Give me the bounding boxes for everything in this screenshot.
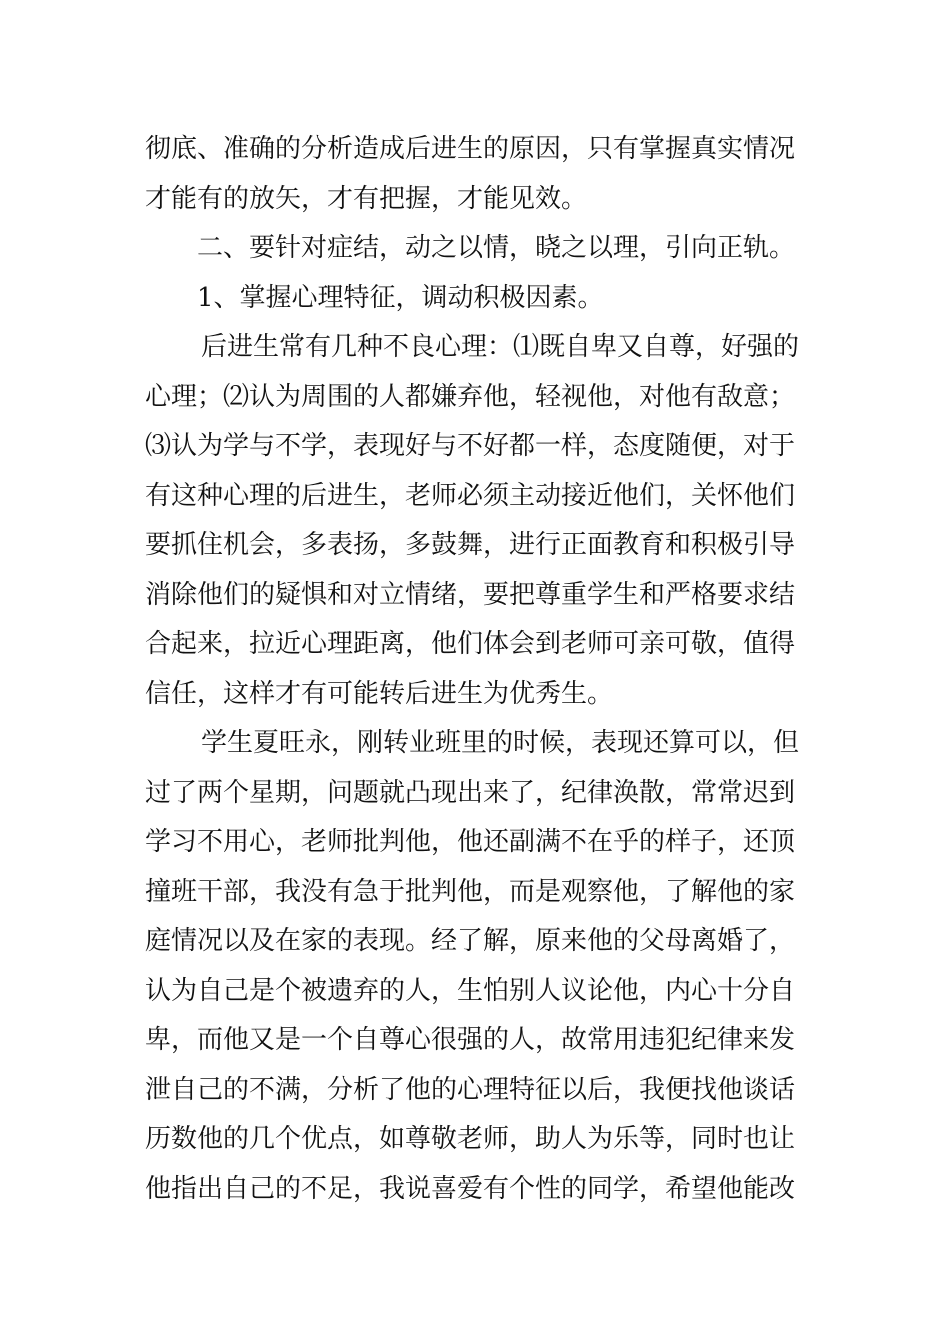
- text-line: 卑，而他又是一个自尊心很强的人，故常用违犯纪律来发: [145, 1025, 796, 1055]
- text-line: ⑶认为学与不学，表现好与不好都一样，态度随便，对于: [145, 431, 796, 461]
- text-line: 撞班干部，我没有急于批判他，而是观察他，了解他的家: [145, 876, 796, 907]
- text-line: 学习不用心，老师批判他，他还副满不在乎的样子，还顶: [145, 827, 796, 857]
- text-line: 有这种心理的后进生，老师必须主动接近他们，关怀他们: [145, 480, 796, 511]
- text-line: 彻底、准确的分析造成后进生的原因，只有掌握真实情况: [145, 134, 796, 164]
- paragraph-first-line: 后进生常有几种不良心理：⑴既自卑又自尊，好强的: [201, 332, 800, 362]
- text-line: 认为自己是个被遗弃的人，生怕别人议论他，内心十分自: [145, 975, 796, 1006]
- text-line: 心理；⑵认为周围的人都嫌弃他，轻视他，对他有敌意；: [145, 381, 796, 412]
- text-line: 他指出自己的不足，我说喜爱有个性的同学，希望他能改: [145, 1173, 796, 1204]
- text-line: 泄自己的不满，分析了他的心理特征以后，我便找他谈话: [145, 1074, 796, 1105]
- text-line: 信任，这样才有可能转后进生为优秀生。: [145, 678, 614, 709]
- paragraph-first-line: 学生夏旺永，刚转业班里的时候，表现还算可以，但: [201, 728, 800, 758]
- text-line: 消除他们的疑惧和对立情绪，要把尊重学生和严格要求结: [145, 579, 796, 610]
- body-text: [145, 125, 810, 1214]
- text-line: 合起来，拉近心理距离，他们体会到老师可亲可敬，值得: [145, 629, 796, 659]
- text-line: 过了两个星期，问题就凸现出来了，纪律涣散，常常迟到: [145, 777, 796, 808]
- text-line: 历数他的几个优点，如尊敬老师，助人为乐等，同时也让: [145, 1124, 796, 1154]
- section-heading: 二、要针对症结，动之以情，晓之以理，引向正轨。: [197, 233, 796, 263]
- subsection-heading: 1、掌握心理特征，调动积极因素。: [197, 282, 604, 313]
- text-line: 要抓住机会，多表扬，多鼓舞，进行正面教育和积极引导: [145, 530, 796, 560]
- text-line: 庭情况以及在家的表现。经了解，原来他的父母离婚了，: [145, 926, 796, 956]
- text-line: 才能有的放矢，才有把握，才能见效。: [145, 183, 588, 214]
